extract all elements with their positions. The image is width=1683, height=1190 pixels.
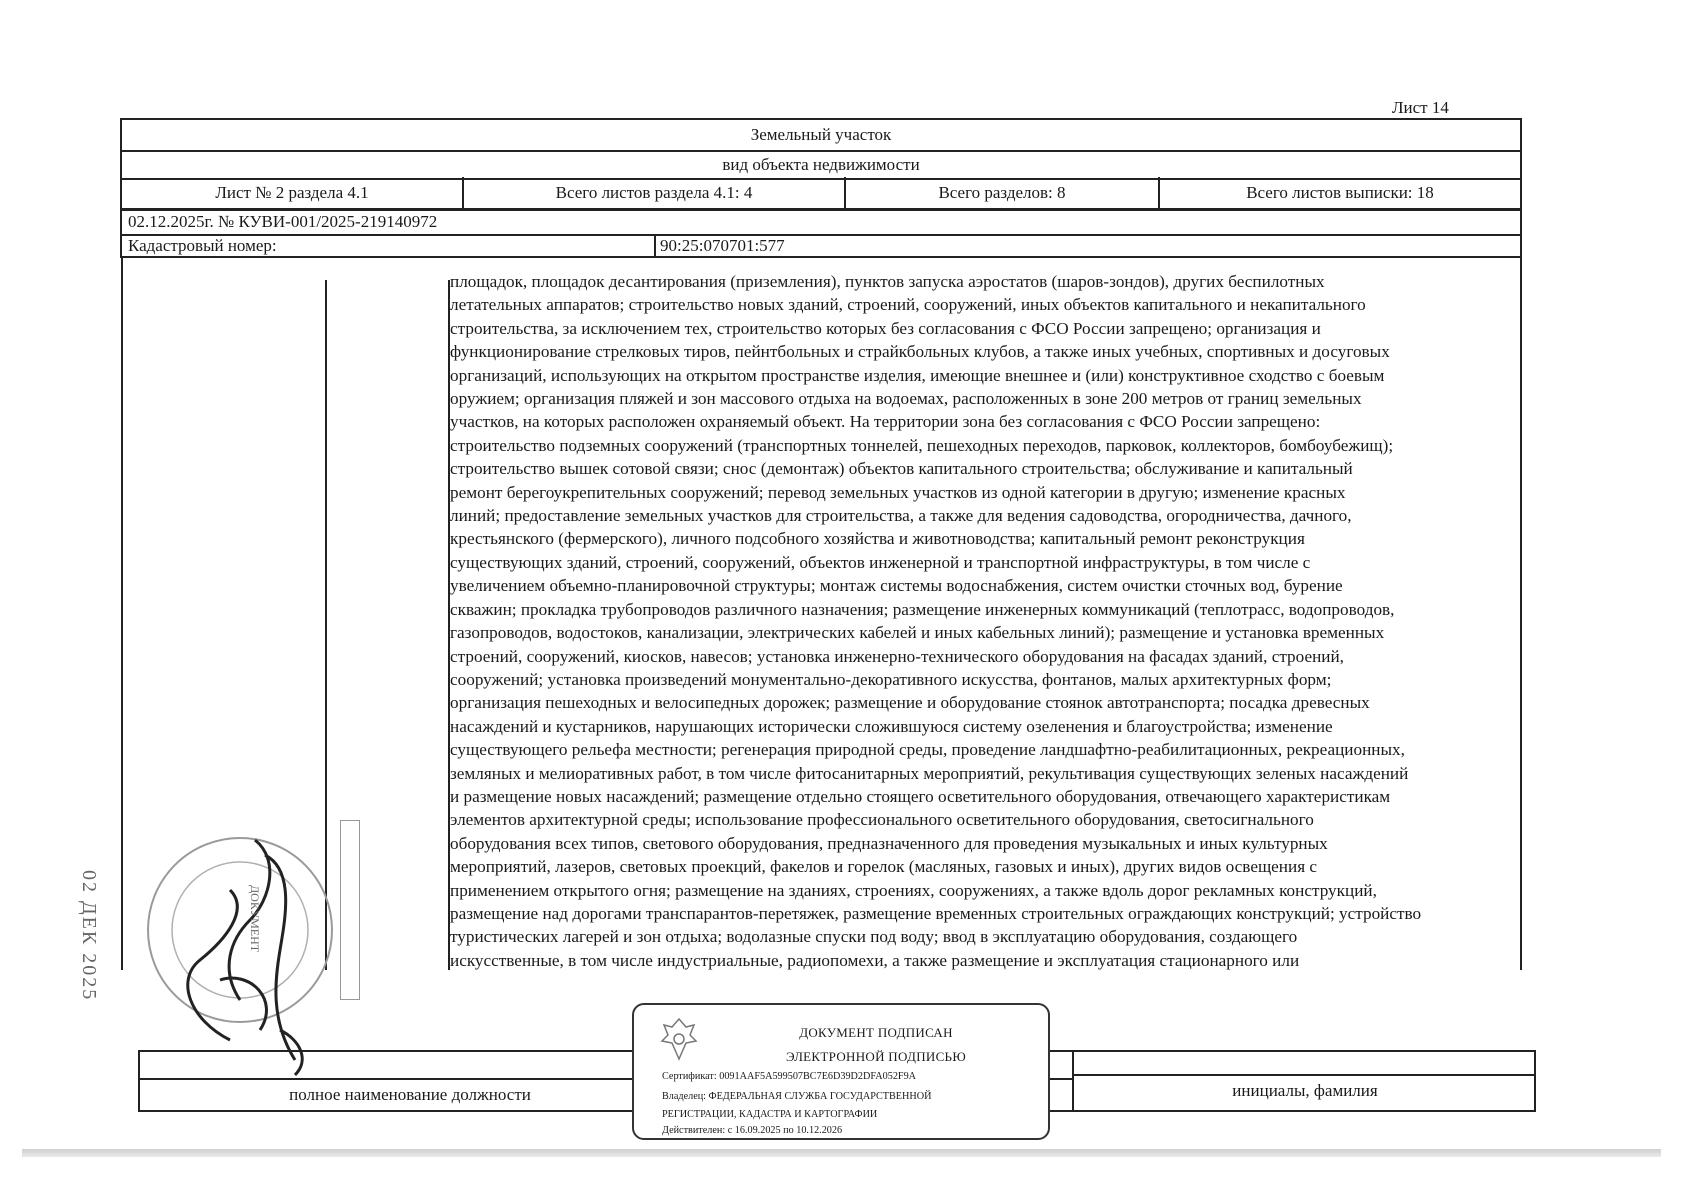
text-line: оборудования всех типов, светового оборудования, предназначенного для проведения музыкальных и иных культурных <box>450 833 1328 853</box>
text-line: газопроводов, водостоков, канализации, электрических кабелей и иных кабельных линий); размещение и установка временных <box>450 623 1385 643</box>
signed-line2: ЭЛЕКТРОННОЙ ПОДПИСЬЮ <box>786 1049 966 1064</box>
cadastral-number: 90:25:070701:577 <box>660 236 785 255</box>
text-line: площадок, площадок десантирования (приземления), пунктов запуска аэростатов (шаров-зондов), других беспилотных <box>450 272 1325 291</box>
text-line: строительства, за исключением тех, строительство которых без согласования с ФСО России запрещено; организация и <box>450 318 1321 338</box>
text-line: применением открытого огня; размещение на зданиях, строениях, сооружениях, а также вдоль дорог рекламных конструкций, <box>450 880 1377 900</box>
text-line: организация пешеходных и велосипедных дорожек; размещение и оборудование стоянок автотранспорта; посадка древесных <box>450 693 1370 713</box>
text-line: линий; предоставление земельных участков для строительства, а также для ведения садоводства, огородничества, дачного, <box>450 506 1352 526</box>
text-line: оружием; организация пляжей и зон массового отдыха на водоемах, расположенных в зоне 200 метров от границ земельных <box>450 389 1362 409</box>
text-line: сооружений; установка произведений монументально-декоративного искусства, фонтанов, малых архитектурных форм; <box>450 669 1332 689</box>
content-border-left <box>121 258 123 970</box>
sheet-in-section: Лист № 2 раздела 4.1 <box>215 183 369 202</box>
object-name: Земельный участок <box>750 125 892 144</box>
sections-total: Всего разделов: 8 <box>938 183 1066 202</box>
text-line: туристических лагерей и зон отдыха; водолазные спуски под воду; ввод в эксплуатацию оборудования, создающего <box>450 927 1298 947</box>
text-line: крестьянского (фермерского), личного подсобного хозяйства и животноводства; капитальный ремонт реконструкция <box>450 529 1305 549</box>
text-line: участков, на которых расположен охраняемый объект. На территории зона без согласования с ФСО России запрещено: <box>450 412 1321 432</box>
object-header <box>120 118 1522 180</box>
text-line: существующих зданий, строений, сооружений, объектов инженерной и транспортной инфраструктуры, в том числе с <box>450 552 1311 572</box>
summary-row <box>120 177 1522 211</box>
initials-label: инициалы, фамилия <box>1232 1081 1378 1100</box>
side-stamp-text: ДОКУМЕНТ <box>248 885 262 953</box>
text-line: мероприятий, лазеров, световых проекций, факелов и горелок (масляных, газовых и иных), других видов освещения с <box>450 857 1318 877</box>
scan-edge <box>22 1149 1661 1157</box>
object-type-label: вид объекта недвижимости <box>722 155 920 174</box>
round-seal-signature <box>130 800 360 1080</box>
text-line: строительство подземных сооружений (транспортных тоннелей, пешеходных переходов, парковок, коллекторов, бомбоубежищ); <box>450 435 1394 455</box>
text-line: строений, сооружений, киосков, навесов; установка инженерно-технического оборудования на фасадах зданий, строений, <box>450 646 1344 666</box>
text-line: увеличением объемно-планировочной структуры; монтаж системы водоснабжения, систем очистки сточных вод, бурение <box>450 576 1343 596</box>
text-line: существующего рельефа местности; регенерация природной среды, проведение ландшафтно-реабилитационных, рекреационных, <box>450 740 1405 760</box>
record-block <box>120 208 1522 258</box>
text-line: организаций, использующих на открытом пространстве изделия, имеющие внешнее и (или) конструктивное сходство с боевым <box>450 365 1385 385</box>
text-line: ремонт берегоукрепительных сооружений; перевод земельных участков из одной категории в другую; изменение красных <box>450 482 1346 502</box>
text-line: земляных и мелиоративных работ, в том числе фитосанитарных мероприятий, рекультивация существующих зеленых насаждений <box>450 763 1409 783</box>
sheet-number: Лист 14 <box>1392 98 1449 117</box>
position-label: полное наименование должности <box>289 1085 531 1104</box>
owner-line1: Владелец: ФЕДЕРАЛЬНАЯ СЛУЖБА ГОСУДАРСТВЕННОЙ <box>662 1091 932 1102</box>
certificate: Сертификат: 0091AAF5A599507BC7E6D39D2DFA052F9A <box>662 1071 917 1082</box>
restrictions-text <box>450 270 1530 972</box>
text-line: скважин; прокладка трубопроводов различного назначения; размещение инженерных коммуникаций (теплотрасс, водопроводов, <box>450 599 1395 619</box>
electronic-signature-stamp <box>632 1003 1050 1140</box>
validity: Действителен: с 16.09.2025 по 10.12.2026 <box>662 1125 843 1136</box>
text-line: и размещение новых насаждений; размещение отдельно стоящего осветительного оборудования, отвечающего характеристикам <box>450 786 1391 806</box>
owner-line2: РЕГИСТРАЦИИ, КАДАСТРА И КАРТОГРАФИИ <box>662 1109 878 1120</box>
signed-line1: ДОКУМЕНТ ПОДПИСАН <box>799 1025 953 1040</box>
text-line: строительство вышек сотовой связи; снос (демонтаж) объектов капитального строительства; обслуживание и капитальный <box>450 459 1353 479</box>
text-line: насаждений и кустарников, нарушающих исторически сложившуюся систему озеленения и благоустройства; изменение <box>450 716 1333 736</box>
text-line: размещение над дорогами транспарантов-перетяжек, размещение временных строительных ограждающих конструкций; устройство <box>450 903 1422 923</box>
emblem-icon <box>656 1015 702 1065</box>
text-line: функционирование стрелковых тиров, пейнтбольных и страйкбольных клубов, а также иных учебных, спортивных и досуговых <box>450 342 1390 362</box>
text-line: летательных аппаратов; строительство новых зданий, строений, сооружений, иных объектов капитального и некапитального <box>450 295 1366 315</box>
text-line: искусственные, в том числе индустриальные, радиопомехи, а также размещение и эксплуатация стационарного или <box>450 950 1300 970</box>
vertical-stamp-strip <box>340 820 360 1000</box>
record-date-number: 02.12.2025г. № КУВИ-001/2025-219140972 <box>128 212 438 231</box>
text-line: элементов архитектурной среды; использование профессионального осветительного оборудования, светосигнального <box>450 810 1314 830</box>
sheets-total: Всего листов выписки: 18 <box>1246 183 1434 202</box>
sheets-in-section: Всего листов раздела 4.1: 4 <box>555 183 753 202</box>
cadastral-label: Кадастровый номер: <box>128 236 277 255</box>
side-stamp-date: 02 ДЕК 2025 <box>78 870 100 1002</box>
